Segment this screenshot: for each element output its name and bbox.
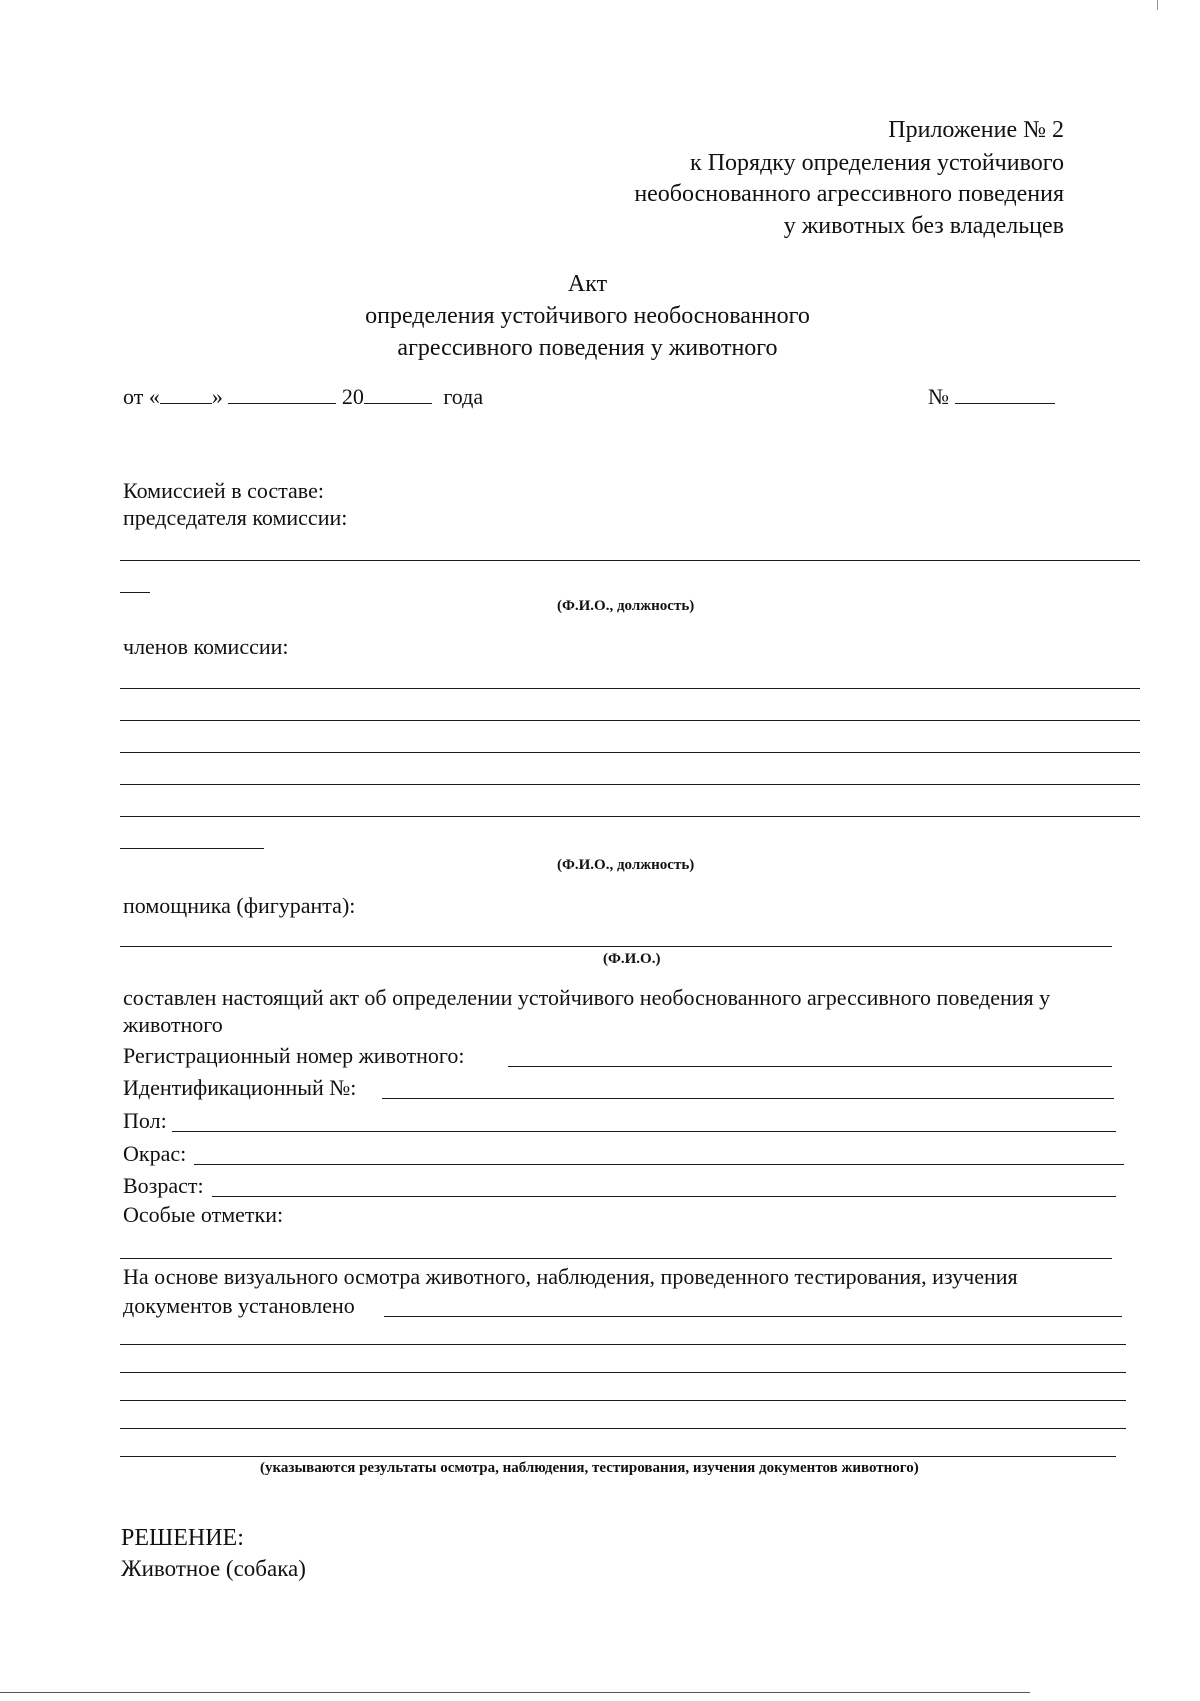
results-field-line-1[interactable] [384, 1316, 1122, 1317]
number-sign: № [928, 384, 949, 409]
age-label: Возраст: [123, 1173, 204, 1198]
day-field[interactable] [160, 383, 212, 404]
act-number-field[interactable] [955, 383, 1055, 404]
appendix-line-4: у животных без владельцев [783, 213, 1064, 239]
commission-intro: Комиссией в составе: [123, 478, 324, 503]
member-line-1[interactable] [120, 688, 1140, 689]
members-label: членов комиссии: [123, 634, 289, 659]
appendix-line-2: к Порядку определения устойчивого [690, 150, 1064, 176]
date-close-quote: » [211, 384, 223, 409]
act-title: Акт [567, 271, 608, 297]
results-field-line-6[interactable] [120, 1456, 1116, 1457]
age-field[interactable] [212, 1196, 1116, 1197]
sex-field[interactable] [172, 1131, 1116, 1132]
appendix-line-3: необоснованного агрессивного поведения [634, 181, 1064, 207]
year-word: года [443, 384, 484, 409]
member-line-tail [120, 848, 264, 849]
assistant-label: помощника (фигуранта): [123, 893, 356, 918]
member-line-2[interactable] [120, 720, 1140, 721]
act-title-line-3: агрессивного поведения у животного [397, 335, 778, 361]
year-field[interactable] [364, 383, 432, 404]
fio-position-caption-2: (Ф.И.О., должность) [557, 857, 695, 873]
reg-number-field[interactable] [508, 1066, 1112, 1067]
special-marks-label: Особые отметки: [123, 1202, 284, 1227]
year-prefix: 20 [341, 384, 364, 409]
fio-caption: (Ф.И.О.) [603, 951, 661, 967]
appendix-number: Приложение № 2 [888, 117, 1064, 143]
results-caption: (указываются результаты осмотра, наблюдения, тестирования, изучения документов животного) [260, 1460, 919, 1476]
chairman-line-tail [120, 592, 150, 593]
decision-animal: Животное (собака) [121, 1556, 306, 1581]
decision-heading: РЕШЕНИЕ: [121, 1525, 244, 1551]
member-line-5[interactable] [120, 816, 1140, 817]
results-field-line-5[interactable] [120, 1428, 1126, 1429]
sex-label: Пол: [123, 1108, 167, 1133]
month-field[interactable] [228, 383, 336, 404]
member-line-3[interactable] [120, 752, 1140, 753]
assistant-line[interactable] [120, 946, 1112, 947]
date-row [123, 383, 483, 410]
results-field-line-2[interactable] [120, 1344, 1126, 1345]
color-label: Окрас: [123, 1141, 187, 1166]
results-field-line-4[interactable] [120, 1400, 1126, 1401]
basis-text-line-2: документов установлено [123, 1293, 355, 1318]
date-from-label: от « [123, 384, 160, 409]
id-number-label: Идентификационный №: [123, 1075, 357, 1100]
scan-edge-mark [1157, 0, 1158, 10]
reg-number-label: Регистрационный номер животного: [123, 1043, 465, 1068]
act-title-line-2: определения устойчивого необоснованного [365, 303, 810, 329]
composed-text-line-2: животного [123, 1012, 223, 1037]
basis-text-line-1: На основе визуального осмотра животного, наблюдения, проведенного тестирования, изучения [123, 1264, 1018, 1289]
chairman-line[interactable] [120, 560, 1140, 561]
chairman-label: председателя комиссии: [123, 505, 348, 530]
results-field-line-3[interactable] [120, 1372, 1126, 1373]
color-field[interactable] [194, 1164, 1124, 1165]
member-line-4[interactable] [120, 784, 1140, 785]
fio-position-caption-1: (Ф.И.О., должность) [557, 598, 695, 614]
act-number-row [928, 383, 1055, 410]
special-marks-field[interactable] [120, 1258, 1112, 1259]
id-number-field[interactable] [382, 1098, 1114, 1099]
scan-edge-line [0, 1692, 1030, 1693]
composed-text-line-1: составлен настоящий акт об определении устойчивого необоснованного агрессивного поведения у [123, 985, 1051, 1010]
